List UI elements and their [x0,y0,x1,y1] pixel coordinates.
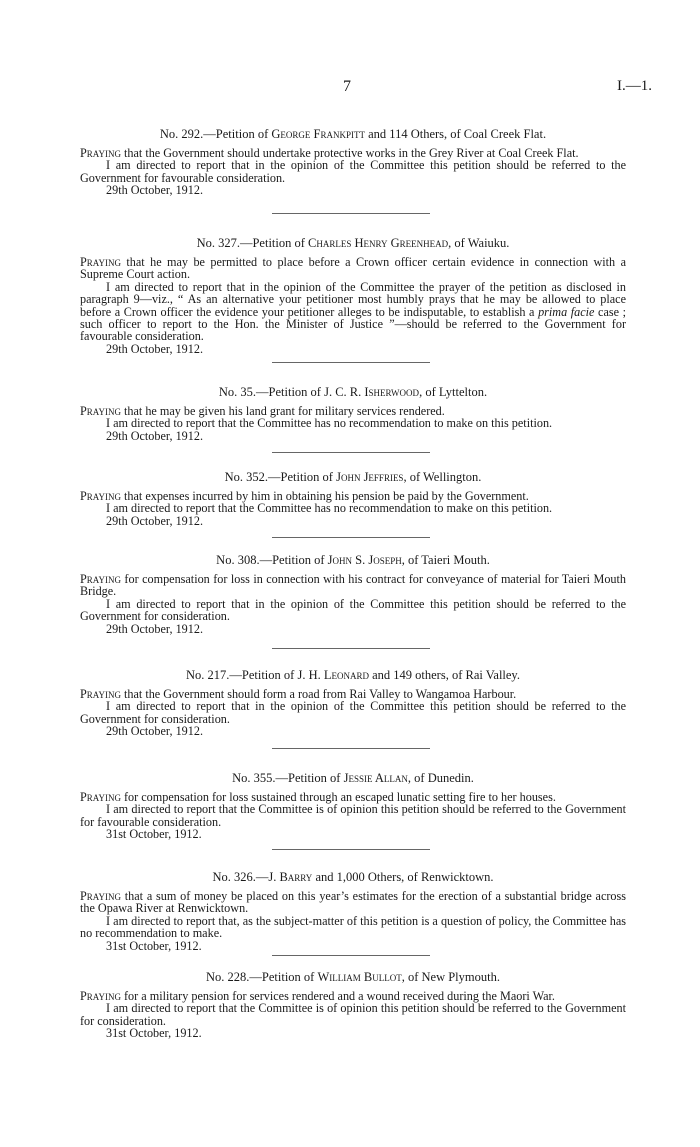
section-divider [272,648,430,649]
report-date: 31st October, 1912. [106,827,202,842]
report-paragraph: I am directed to report that the Committee is of opinion this petition should be referred to the Government for favourable consideration. [80,802,626,829]
petition-326 [80,870,626,953]
report-paragraph: I am directed to report that in the opinion of the Committee this petition should be referred to the Government for consideration. [80,699,626,726]
praying-paragraph: Praying that expenses incurred by him in obtaining his pension be paid by the Government. [80,489,529,503]
petition-292 [80,127,626,197]
report-paragraph: I am directed to report that the Committee is of opinion this petition should be referred to the Government for consideration. [80,1001,626,1028]
petitioner-name: J. C. R. Isherwood [324,385,420,399]
petitioner-name: John S. Joseph [327,553,402,567]
report-date: 29th October, 1912. [106,183,203,198]
petition-title: No. 292.—Petition of George Frankpitt and 114 Others, of Coal Creek Flat. [159,127,547,141]
petition-355 [80,771,626,841]
report-date: 29th October, 1912. [106,341,203,356]
petition-308 [80,553,626,636]
petition-title: No. 327.—Petition of Charles Henry Greenhead, of Waiuku. [196,236,510,250]
petitioner-name: J. H. Leonard [297,668,369,682]
petition-327 [80,236,626,356]
petition-title: No. 326.—J. Barry and 1,000 Others, of Renwicktown. [212,870,494,884]
petitioner-name: Jessie Allan [343,771,408,785]
praying-paragraph: Praying that he may be permitted to place before a Crown officer certain evidence in connection with a Supreme Court action. [80,255,626,282]
petition-title: No. 228.—Petition of William Bullot, of New Plymouth. [206,970,500,984]
petitioner-name: J. Barry [268,870,313,884]
section-divider [272,213,430,214]
petition-217 [80,668,626,738]
praying-paragraph: Praying for a military pension for services rendered and a wound received during the Maori War. [80,989,555,1003]
report-paragraph: I am directed to report that, as the subject-matter of this petition is a question of policy, the Committee has no recommendation to make. [80,913,626,941]
report-date: 29th October, 1912. [106,428,203,443]
section-divider [272,849,430,850]
praying-paragraph: Praying that a sum of money be placed on this year’s estimates for the erection of a substantial bridge across the Opawa River at Renwicktown. [80,889,626,916]
report-date: 31st October, 1912. [106,938,202,953]
petition-35 [80,385,626,443]
praying-paragraph: Praying for compensation for loss sustained through an escaped lunatic setting fire to her houses. [80,790,556,804]
petition-title: No. 35.—Petition of J. C. R. Isherwood, of Lyttelton. [218,385,488,399]
petitioner-name: William Bullot [317,970,402,984]
petition-228 [80,970,626,1040]
praying-paragraph: Praying for compensation for loss in connection with his contract for conveyance of material for Taieri Mouth Bridge. [80,572,626,599]
petitioner-name: Charles Henry Greenhead [308,236,449,250]
report-date: 29th October, 1912. [106,724,203,739]
report-paragraph: I am directed to report that in the opinion of the Committee this petition should be referred to the Government for favourable consideration. [80,158,626,185]
petition-title: No. 217.—Petition of J. H. Leonard and 149 others, of Rai Valley. [185,668,520,682]
report-paragraph: I am directed to report that in the opinion of the Committee this petition should be referred to the Government for consideration. [80,596,626,624]
report-date: 29th October, 1912. [106,621,203,636]
report-date: 31st October, 1912. [106,1026,202,1041]
petitioner-name: John Jeffries [336,470,404,484]
section-divider [272,452,430,453]
section-divider [272,362,430,363]
report-paragraph: I am directed to report that the Committee has no recommendation to make on this petition. [106,416,553,431]
page-number: 7 [343,78,351,95]
section-divider [272,537,430,538]
page-header [0,78,700,102]
petition-title: No. 355.—Petition of Jessie Allan, of Dunedin. [232,771,474,785]
praying-paragraph: Praying that the Government should undertake protective works in the Grey River at Coal Creek Flat. [80,146,579,160]
section-divider [272,748,430,749]
petition-title: No. 308.—Petition of John S. Joseph, of Taieri Mouth. [216,553,490,567]
petitioner-name: George Frankpitt [271,127,365,141]
report-date: 29th October, 1912. [106,513,203,528]
praying-paragraph: Praying that he may be given his land grant for military services rendered. [80,404,445,418]
parliamentary-paper-reference: I.—1. [617,78,652,94]
praying-paragraph: Praying that the Government should form a road from Rai Valley to Wangamoa Harbour. [80,687,517,701]
petition-title: No. 352.—Petition of John Jeffries, of Wellington. [224,470,482,484]
petition-352 [80,470,626,528]
report-paragraph: I am directed to report that the Committee has no recommendation to make on this petition. [106,501,553,516]
report-paragraph: I am directed to report that in the opinion of the Committee the prayer of the petition as disclosed in paragraph 9—viz., “ As an alternative your petitioner most humbly prays that he may be allowed to place before a Crown officer the evidence your petitioner alleges to be indisputable, to establish a prima facie case ; such officer to report to the Hon. the Minister of Justice ”—should be referred to the Government for favourable consideration. [80,279,627,344]
section-divider [272,955,430,956]
